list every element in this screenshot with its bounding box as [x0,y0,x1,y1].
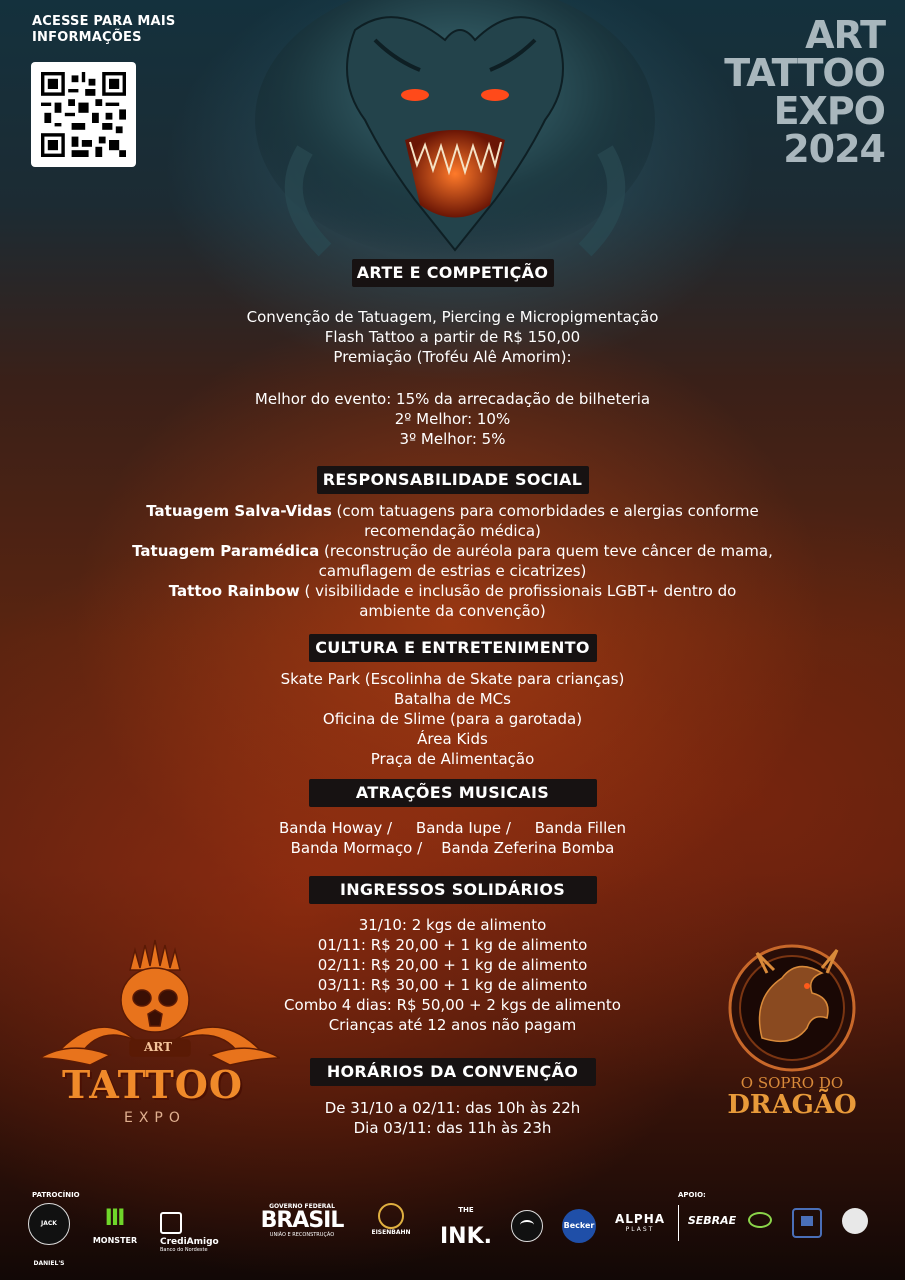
gov-brasil: BRASIL [260,1208,344,1233]
art-details [100,307,805,367]
badge-logo [792,1208,822,1238]
sebrae-logo: SEBRAE [687,1214,737,1227]
event-title [724,13,885,171]
alpha-sub: PLAST [625,1226,655,1233]
sopro-do-dragao-logo [712,938,872,1128]
alpha-plast-logo [610,1212,670,1233]
social-item-title: Tatuagem Salva-Vidas [146,502,332,520]
logo-left-expo: EXPO [124,1110,186,1126]
heading-responsabilidade-social: RESPONSABILIDADE SOCIAL [317,466,589,494]
monster-claw-icon: Ⅲ [104,1206,126,1231]
the-ink-label: INK. [439,1224,492,1249]
ticket-line: 31/10: 2 kgs de alimento [358,916,547,934]
social-item [80,541,825,561]
crediamigo-sub: Banco do Nordeste [160,1246,208,1253]
culture-item: Batalha de MCs [394,690,511,708]
music-line: Banda Howay / Banda Iupe / Banda Fillen [279,819,626,837]
gov-sub: UNIÃO E RECONSTRUÇÃO [269,1232,335,1238]
footer-divider [678,1205,679,1241]
social-item-cont: recomendação médica) [364,522,541,540]
eisenbahn-emblem-icon [378,1203,404,1229]
art-prizes [100,389,805,449]
social-item-cont: camuflagem de estrias e cicatrizes) [318,562,587,580]
prize-line: 2º Melhor: 10% [394,410,511,428]
dragon-medallion-icon [712,938,872,1078]
culture-list [100,669,805,769]
art-line: Premiação (Troféu Alê Amorim): [333,348,572,366]
qr-code[interactable] [31,62,136,167]
heading-cultura-entretenimento: CULTURA E ENTRETENIMENTO [309,634,597,662]
social-item-title: Tatuagem Paramédica [132,542,320,560]
dragon-head-illustration [245,0,665,260]
monster-logo [80,1208,150,1249]
becker-logo: Becker [562,1209,596,1243]
culture-item: Oficina de Slime (para a garotada) [322,710,583,728]
patrocinio-label: PATROCÍNIO [32,1191,80,1199]
heading-arte-competicao: ARTE E COMPETIÇÃO [352,259,554,287]
studio-circle-logo [511,1210,543,1242]
heading-ingressos-solidarios: INGRESSOS SOLIDÁRIOS [309,876,597,904]
alpha-label: ALPHA [614,1212,666,1226]
eisenbahn-label: EISENBAHN [371,1229,411,1236]
art-line: Flash Tattoo a partir de R$ 150,00 [324,328,581,346]
badge-icon [801,1216,813,1226]
the-ink-logo [434,1206,498,1249]
event-title-line4: 2024 [783,127,885,171]
hours-line: Dia 03/11: das 11h às 23h [353,1119,552,1137]
ticket-line: 03/11: R$ 30,00 + 1 kg de alimento [317,976,588,994]
prize-line: 3º Melhor: 5% [399,430,506,448]
social-item-cont: ambiente da convenção) [359,602,546,620]
heading-horarios-convencao: HORÁRIOS DA CONVENÇÃO [310,1058,596,1086]
ticket-line: Crianças até 12 anos não pagam [328,1016,577,1034]
skull-circle-icon [842,1208,868,1234]
ticket-line: Combo 4 dias: R$ 50,00 + 2 kgs de alimento [284,996,621,1014]
logo-left-art: ART [144,1040,173,1054]
studio-circle-icon [520,1220,534,1230]
social-item-title: Tattoo Rainbow [168,582,300,600]
social-item [80,501,825,521]
event-title-line1: ART [805,13,885,57]
heading-atracoes-musicais: ATRAÇÕES MUSICAIS [309,779,597,807]
culture-item: Skate Park (Escolinha de Skate para crianças) [280,670,625,688]
apoio-label: APOIO: [678,1191,706,1199]
ornamental-icon [748,1212,772,1228]
event-title-line3: EXPO [773,89,885,133]
jack-daniels-logo: JACK DANIEL'S [28,1203,70,1245]
qr-label: ACESSE PARA MAIS INFORMAÇÕES [32,14,176,45]
social-item [80,581,825,601]
culture-item: Área Kids [417,730,488,748]
crediamigo-logo [160,1212,240,1253]
art-tattoo-expo-logo [40,930,280,1130]
social-item-text: (reconstrução de auréola para quem teve câncer de mama, [319,542,773,560]
ornamental-logo-1 [745,1208,775,1238]
art-line: Convenção de Tatuagem, Piercing e Micropigmentação [246,308,659,326]
logo-right-line2: DRAGÃO [727,1090,857,1120]
gov-top: GOVERNO FEDERAL [269,1203,335,1210]
skull-circle-logo [838,1205,872,1239]
governo-federal-logo [252,1203,352,1238]
hours-line: De 31/10 a 02/11: das 10h às 22h [324,1099,581,1117]
event-title-line2: TATTOO [724,51,885,95]
qr-code-icon [41,72,126,157]
ticket-line: 01/11: R$ 20,00 + 1 kg de alimento [317,936,588,954]
eisenbahn-logo [366,1203,416,1236]
crediamigo-icon [160,1212,182,1234]
logo-left-tattoo: TATTOO [62,1062,244,1107]
crediamigo-label: CrediAmigo [160,1236,219,1247]
culture-item: Praça de Alimentação [370,750,535,768]
ticket-line: 02/11: R$ 20,00 + 1 kg de alimento [317,956,588,974]
the-ink-small: THE [458,1206,474,1214]
prize-line: Melhor do evento: 15% da arrecadação de bilheteria [254,390,651,408]
music-list [100,818,805,858]
social-items [80,501,825,621]
social-item-text: ( visibilidade e inclusão de profissionais LGBT+ dentro do [299,582,737,600]
logo-right-line1: O SOPRO DO [740,1074,844,1092]
monster-label: MONSTER [92,1236,138,1245]
music-line: Banda Mormaço / Banda Zeferina Bomba [290,839,615,857]
social-item-text: (com tatuagens para comorbidades e alergias conforme [331,502,759,520]
